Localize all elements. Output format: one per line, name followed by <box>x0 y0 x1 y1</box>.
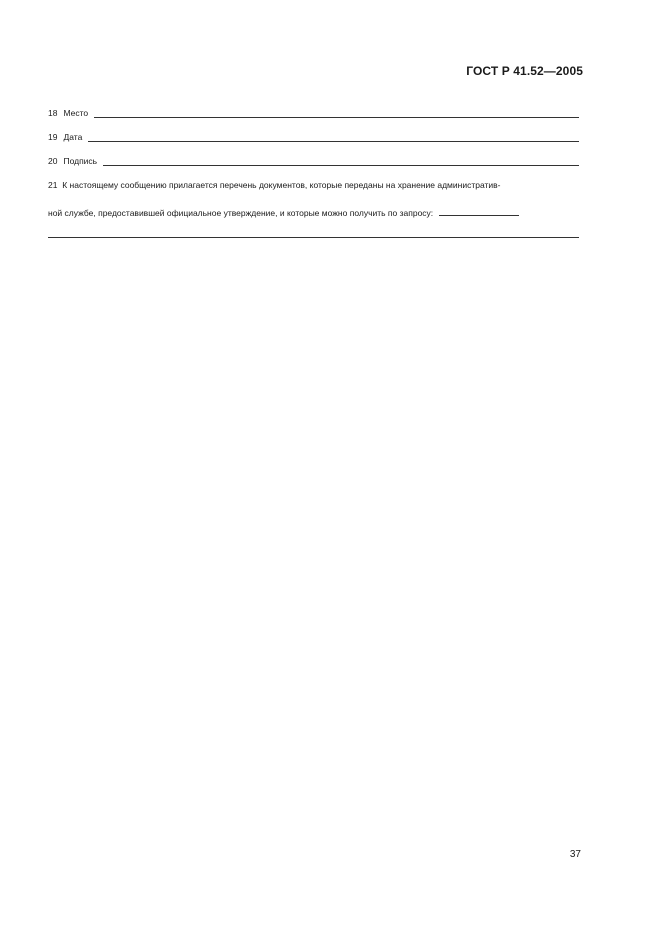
continuation-blank-line <box>48 237 579 238</box>
item-21-line-1 <box>48 180 579 190</box>
field-label: Дата <box>63 132 83 142</box>
item-21-text-1: К настоящему сообщению прилагается перечень документов, которые переданы на хранение административ- <box>62 180 501 190</box>
field-number: 19 <box>48 132 58 142</box>
item-21-line-2 <box>48 206 579 218</box>
item-21-text-2: ной службе, предоставившей официальное утверждение, и которые можно получить по запросу: <box>48 208 434 218</box>
item-number: 21 <box>48 180 58 190</box>
documents-blank-line <box>439 206 519 216</box>
place-blank-line <box>94 108 579 118</box>
document-code: ГОСТ Р 41.52—2005 <box>466 64 583 78</box>
field-number: 20 <box>48 156 58 166</box>
field-place <box>48 106 579 118</box>
field-label: Место <box>63 108 89 118</box>
field-date <box>48 130 579 142</box>
date-blank-line <box>88 132 579 142</box>
field-label: Подпись <box>63 156 98 166</box>
field-signature <box>48 154 579 166</box>
page-number: 37 <box>569 849 581 860</box>
field-number: 18 <box>48 108 58 118</box>
signature-blank-line <box>103 156 579 166</box>
